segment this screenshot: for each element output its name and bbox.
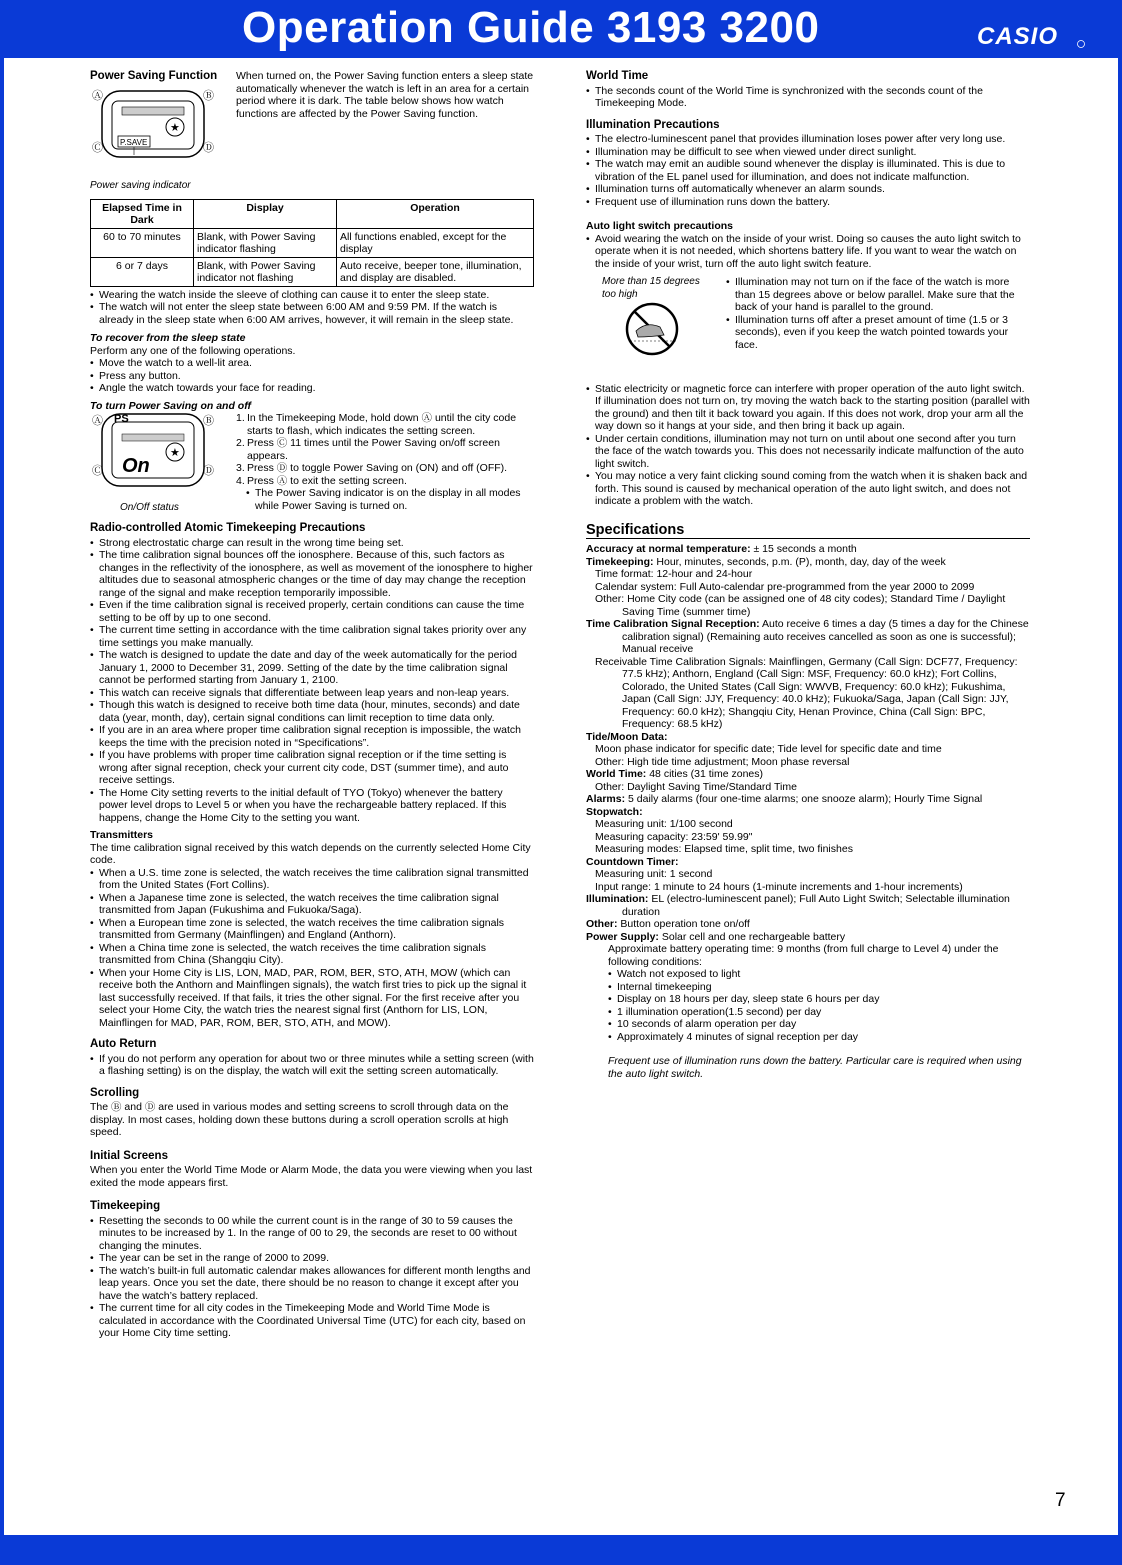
svg-text:On: On — [122, 455, 150, 477]
list-item: • Frequent use of illumination runs down the battery. — [586, 196, 1030, 209]
list-item: • Static electricity or magnetic force can interfere with proper operation of the auto light switch. If illumination does not turn on, try moving the watch back to the starting position (parallel with the ground) and then tilt it back toward you again. If this does not work, drop your arm all the way down so it hangs at your side, and then bring it back up again. — [586, 383, 1030, 433]
list-item: • The time calibration signal bounces off the ionosphere. Because of this, such factors as changes in the reflectivity of the ionosphere, as well as movement of the ionosphere to higher altitudes due to seasonal atmospheric changes or the time of day may change the reception range of the signal and make reception temporarily impossible. — [90, 549, 534, 599]
power-conditions — [586, 968, 1030, 1043]
illumination-bullets — [586, 133, 1030, 208]
list-item: • The Power Saving indicator is on the display in all modes while Power Saving is turned on. — [246, 487, 534, 512]
list-item: • Even if the time calibration signal is received properly, certain conditions can cause the time setting to be off by up to one second. — [90, 599, 534, 624]
auto-return-section — [90, 1038, 534, 1078]
svg-text:Ⓑ: Ⓑ — [203, 415, 214, 427]
illumination-section — [586, 119, 1030, 209]
table-header: Operation — [337, 199, 534, 228]
svg-text:★: ★ — [170, 447, 180, 459]
recover-intro: Perform any one of the following operations. — [90, 344, 296, 357]
list-item: • If you have problems with proper time calibration signal reception or if the time setting is wrong after signal reception, check your current city code, DST (summer time), and auto receive settings. — [90, 749, 534, 787]
svg-text:Ⓓ: Ⓓ — [203, 465, 214, 477]
transmitters-intro: The time calibration signal received by this watch depends on the currently selected Home City code. — [90, 841, 531, 866]
list-item: • The current time for all city codes in the Timekeeping Mode and World Time Mode is calculated in accordance with the Coordinated Universal Time (UTC) for each city, based on your Home City time setting. — [90, 1302, 534, 1340]
list-item: • Under certain conditions, illumination may not turn on until about one second after you turn the face of the watch towards you. This does not necessarily indicate malfunction of the auto light switch. — [586, 433, 1030, 471]
timekeeping-section — [90, 1200, 534, 1340]
auto-return-heading: Auto Return — [90, 1038, 157, 1050]
transmitters-bullets — [90, 867, 534, 1030]
svg-text:P.SAVE: P.SAVE — [120, 137, 148, 147]
power-saving-section — [90, 70, 534, 514]
radio-heading: Radio-controlled Atomic Timekeeping Precautions — [90, 522, 366, 534]
list-item: • Illumination may be difficult to see when viewed under direct sunlight. — [586, 146, 1030, 159]
svg-text:PS: PS — [114, 413, 129, 425]
list-item: • Avoid wearing the watch on the inside of your wrist. Doing so causes the auto light switch to operate when it is not needed, which shortens battery life. If you want to wear the watch on the inside of your wrist, turn off the auto light switch feature. — [586, 233, 1030, 271]
casio-logo — [975, 22, 1087, 52]
list-item: • The watch is designed to update the date and day of the week automatically for the period January 1, 2000 to December 31, 2099. Setting of the date by the time calibration signal cannot be performed starting from January 1, 2100. — [90, 649, 534, 687]
initial-screens-section — [90, 1150, 534, 1190]
list-item: • Approximately 4 minutes of signal reception per day — [608, 1031, 1030, 1044]
list-item: • Internal timekeeping — [608, 981, 1030, 994]
list-item: • Though this watch is designed to receive both time data (hour, minutes, seconds) and date data (year, month, day), certain signal conditions can limit reception to time data only. — [90, 699, 534, 724]
onoff-caption: On/Off status — [120, 501, 179, 513]
table-cell: 60 to 70 minutes — [91, 228, 194, 257]
list-item: • The watch may emit an audible sound whenever the display is illuminated. This is due to vibration of the EL panel used for illumination, and does not indicate malfunction. — [586, 158, 1030, 183]
world-time-heading: World Time — [586, 70, 649, 82]
list-item: • The watch’s built-in full automatic calendar makes allowances for different month lengths and leap years. Once you set the date, there should be no reason to change it except after you have the watch’s battery replaced. — [90, 1265, 534, 1303]
table-cell: Auto receive, beeper tone, illumination, and display are disabled. — [337, 257, 534, 286]
illumination-heading: Illumination Precautions — [586, 118, 720, 131]
svg-text:Ⓐ: Ⓐ — [92, 89, 103, 102]
watch-illustration-onoff — [90, 412, 218, 498]
radio-section — [90, 522, 534, 1029]
list-item: • The watch will not enter the sleep state between 6:00 AM and 9:59 PM. If the watch is already in the sleep state when 6:00 AM arrives, however, it will remain in the sleep state. — [90, 301, 534, 326]
list-item: • The Home City setting reverts to the initial default of TYO (Tokyo) whenever the battery power level drops to Level 5 or when you have the rechargeable battery replaced. If this happens, change the Home City to the setting you want. — [90, 787, 534, 825]
timekeeping-bullets — [90, 1215, 534, 1340]
table-cell: Blank, with Power Saving indicator not flashing — [194, 257, 337, 286]
timekeeping-heading: Timekeeping — [90, 1200, 161, 1212]
list-item: • If you do not perform any operation for about two or three minutes while a setting screen (with a flashing setting) is on the display, the watch will exit the setting screen automatically. — [90, 1053, 534, 1078]
list-item: • 1 illumination operation(1.5 second) per day — [608, 1006, 1030, 1019]
list-item: • Move the watch to a well-lit area. — [90, 357, 534, 370]
list-item: • Angle the watch towards your face for reading. — [90, 382, 534, 395]
svg-text:★: ★ — [170, 121, 180, 134]
watch-illustration-psave — [90, 85, 218, 177]
svg-text:Ⓐ: Ⓐ — [92, 415, 103, 427]
table-cell: 6 or 7 days — [91, 257, 194, 286]
list-item: • Illumination turns off automatically whenever an alarm sounds. — [586, 183, 1030, 196]
list-item: • When a U.S. time zone is selected, the watch receives the time calibration signal transmitted from the United States (Fort Collins). — [90, 867, 534, 892]
list-item: • Resetting the seconds to 00 while the current count is in the range of 30 to 59 causes the minutes to be increased by 1. In the range of 00 to 29, the seconds are reset to 00 without changing the minutes. — [90, 1215, 534, 1253]
list-item: 1. In the Timekeeping Mode, hold down Ⓐ until the city code starts to flash, which indicates the setting screen. — [236, 412, 517, 437]
list-item: • Watch not exposed to light — [608, 968, 1030, 981]
specifications-heading: Specifications — [586, 524, 1030, 540]
guide-title: Operation Guide 3193 3200 — [242, 3, 820, 52]
list-item: • Illumination may not turn on if the face of the watch is more than 15 degrees above or below parallel. Make sure that the back of your hand is parallel to the ground. — [726, 276, 1030, 314]
svg-text:CASIO: CASIO — [977, 23, 1059, 50]
recover-heading: To recover from the sleep state — [90, 332, 246, 344]
scrolling-text: The Ⓑ and Ⓓ are used in various modes and setting screens to scroll through data on the display. In most cases, holding down these buttons during a scroll operation scrolls at high speed. — [90, 1101, 509, 1138]
power-note: Frequent use of illumination runs down the battery. Particular care is required when using the auto light switch. — [608, 1055, 1022, 1080]
list-item: 4. Press Ⓐ to exit the setting screen. — [236, 474, 407, 487]
radio-bullets — [90, 537, 534, 825]
recover-bullets — [90, 357, 534, 395]
specifications-section: Specifications Accuracy at normal temperature: ± 15 seconds a month Timekeeping: Hour, minutes, seconds, p.m. (P), month, day, day of the week Time format: 12-hour and 24-hour Calendar system: Full Auto-calendar pre-programmed from the year 2000 to 2099 Other: Home City code (can be assigned one of 48 city codes); Standard Time / Daylight Saving Time (summer time) Time Calibration Signal Reception: Auto receive 6 times a day (5 times a day for the Chinese calibration signal) (Remaining auto receives cancelled as soon as one is successful); Manual receive Receivable Time Calibration Signals: Mainflingen, Germany (Call Sign: DCF77, Frequency: 77.5 kHz); Anthorn, England (Call Sign: MSF, Frequency: 60.0 kHz); Fort Collins, Colorado, the United States (Call Sign: WWVB, Frequency: 60.0 kHz); Fukushima, Japan (Call Sign: JJY, Frequency: 40.0 kHz); Fukuoka/Saga, Japan (Call Sign: JJY, Frequency: 60.0 kHz); Shangqiu City, Henan Province, China (Call Sign: BPC, Frequency: 68.5 kHz) Tide/Moon Data: Moon phase indicator for specific date; Tide level for specific date and time Other: High tide time adjustment; Moon phase reversal World Time: 48 cities (31 time zones) Other: Daylight Saving Time/Standard Time Alarms: 5 daily alarms (four one-time alarms; one snooze alarm); Hourly Time Signal Stopwatch: Measuring unit: 1/100 second Measuring capacity: 23:59' 59.99" Measuring modes: Elapsed time, split time, two finishes Countdown Timer: Measuring unit: 1 second Input range: 1 minute to 24 hours (1-minute increments and 1-hour increments) Illumination: EL (electro-luminescent panel); Full Auto Light Switch; Selectable illumination duration Other: Button operation tone on/off Power Supply: Solar cell and one rechargeable battery Approximate battery operating time: 9 months (from full charge to Level 4) under the following conditions: • Watch not exposed to light • Internal timekeeping • Display on 18 hours per day, sleep state 6 hours per day • 1 illumination operation(1.5 second) per day • 10 seconds of alarm operation per day • Approximately 4 minutes of signal reception per day Frequent use of illumination runs down the battery. Particular care is required when using the auto light switch. — [586, 524, 1030, 1081]
initial-screens-heading: Initial Screens — [90, 1149, 168, 1162]
list-item: • Illumination turns off after a preset amount of time (1.5 or 3 seconds), even if you keep the watch pointed towards your face. — [726, 314, 1030, 352]
table-cell: Blank, with Power Saving indicator flashing — [194, 228, 337, 257]
svg-text:Ⓒ: Ⓒ — [92, 465, 103, 477]
svg-text:Ⓓ: Ⓓ — [203, 141, 214, 154]
list-item: • Strong electrostatic charge can result in the wrong time being set. — [90, 537, 534, 550]
auto-light-bullets — [586, 383, 1030, 508]
list-item: • When a Japanese time zone is selected, the watch receives the time calibration signal transmitted from Japan (Fukushima and Fukuoka/Saga). — [90, 892, 534, 917]
tilt-caption: More than 15 degrees too high — [602, 276, 700, 300]
transmitters-heading: Transmitters — [90, 829, 154, 841]
list-item: • The electro-luminescent panel that provides illumination loses power after very long use. — [586, 133, 1030, 146]
svg-text:Ⓑ: Ⓑ — [203, 89, 214, 102]
right-column — [586, 70, 1030, 1080]
list-item: • When a European time zone is selected, the watch receives the time calibration signals transmitted from Germany (Mainflingen) and England (Anthorn). — [90, 917, 534, 942]
page-number: 7 — [1055, 1490, 1066, 1511]
list-item: • Wearing the watch inside the sleeve of clothing can cause it to enter the sleep state. — [90, 289, 534, 302]
table-row — [91, 257, 534, 286]
initial-screens-text: When you enter the World Time Mode or Alarm Mode, the data you were viewing when you last exited the mode appears first. — [90, 1164, 533, 1189]
scrolling-heading: Scrolling — [90, 1086, 140, 1099]
psave-bullets — [90, 289, 534, 327]
list-item: • When a China time zone is selected, the watch receives the time calibration signals transmitted from China (Shangqiu City). — [90, 942, 534, 967]
list-item: • The current time setting in accordance with the time calibration signal takes priority over any time settings you make manually. — [90, 624, 534, 649]
auto-light-heading: Auto light switch precautions — [586, 220, 734, 232]
list-item: • Press any button. — [90, 370, 534, 383]
tilt-prohibited-icon — [586, 301, 706, 357]
list-item: • This watch can receive signals that differentiate between leap years and non-leap years. — [90, 687, 534, 700]
scrolling-section — [90, 1087, 534, 1139]
table-header: Display — [194, 199, 337, 228]
list-item: • The seconds count of the World Time is synchronized with the seconds count of the Timekeeping Mode. — [586, 85, 1030, 110]
table-cell: All functions enabled, except for the display — [337, 228, 534, 257]
list-item: • Display on 18 hours per day, sleep state 6 hours per day — [608, 993, 1030, 1006]
svg-text:Ⓒ: Ⓒ — [92, 141, 103, 154]
psave-caption: Power saving indicator — [90, 180, 191, 191]
list-item: • When your Home City is LIS, LON, MAD, PAR, ROM, BER, STO, ATH, MOW (which can receive both the Anthorn and Mainflingen signals), the watch first tries to pick up the signal it last successfully received. If that fails, it tries the other signal. For the first receive after you select your Home City, the watch tries the nearest signal first (Anthorn for LIS, LON, Mainflingen for MAD, PAR, ROM, BER, STO, ATH, and MOW). — [90, 967, 534, 1030]
power-saving-heading: Power Saving Function — [90, 70, 218, 82]
list-item: • If you are in an area where proper time calibration signal reception is impossible, the watch keeps the time with the precision noted in “Specifications”. — [90, 724, 534, 749]
left-column — [90, 70, 534, 1340]
list-item: • You may notice a very faint clicking sound coming from the watch when it is shaken back and forth. This sound is caused by mechanical operation of the auto light switch, and does not indicate a problem with the watch. — [586, 470, 1030, 508]
toggle-heading: To turn Power Saving on and off — [90, 399, 252, 412]
psave-intro: When turned on, the Power Saving function enters a sleep state automatically whenever the watch is left in an area for a certain period where it is dark. The table below shows how watch functions are affected by the Power Saving function. — [236, 70, 534, 120]
toggle-steps — [236, 412, 534, 487]
list-item: 3. Press Ⓓ to toggle Power Saving on (ON) and off (OFF). — [236, 462, 508, 474]
auto-light-section — [586, 220, 1030, 508]
psave-table — [90, 199, 534, 287]
list-item: • The year can be set in the range of 2000 to 2099. — [90, 1252, 534, 1265]
list-item: 2. Press Ⓒ 11 times until the Power Saving on/off screen appears. — [236, 437, 500, 462]
header-bar — [0, 0, 1122, 58]
world-time-section — [586, 70, 1030, 110]
table-header: Elapsed Time in Dark — [91, 199, 194, 228]
table-row — [91, 228, 534, 257]
list-item: • 10 seconds of alarm operation per day — [608, 1018, 1030, 1031]
